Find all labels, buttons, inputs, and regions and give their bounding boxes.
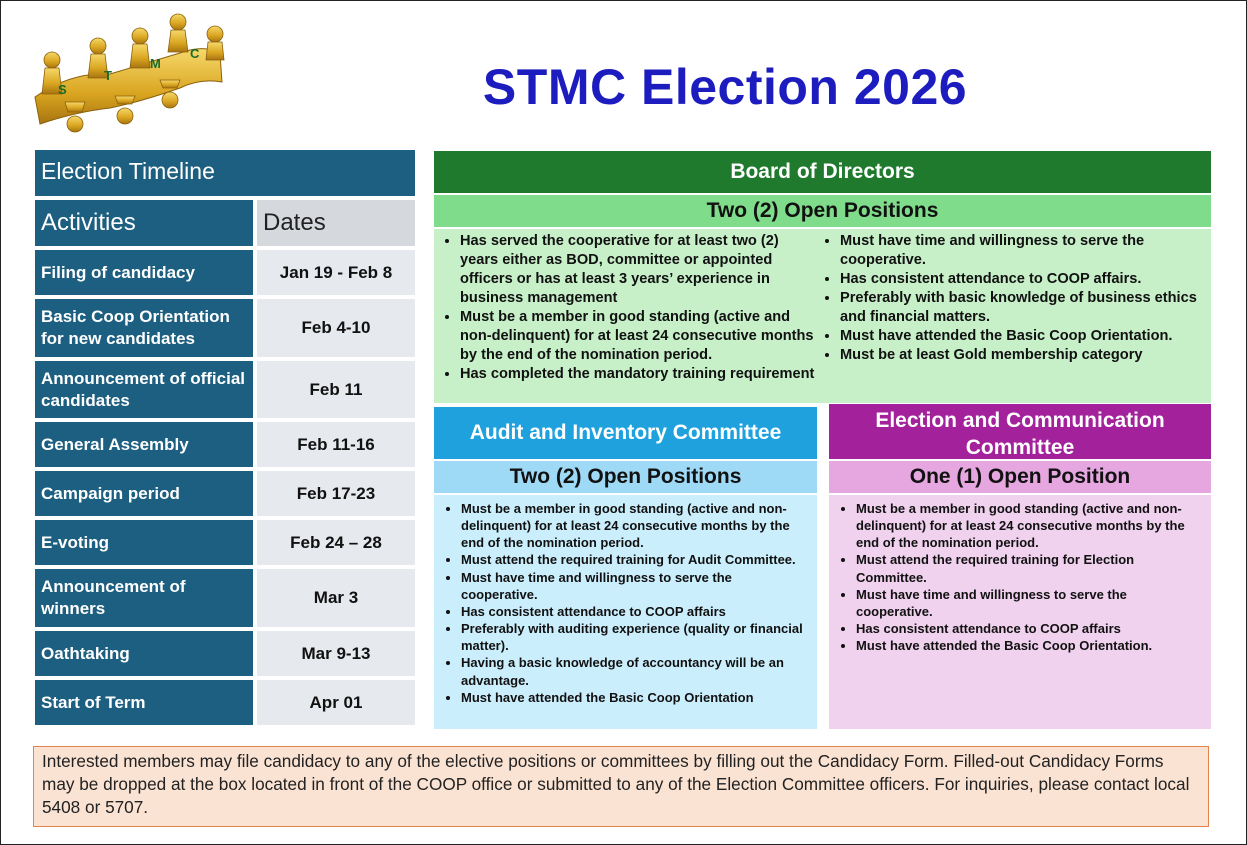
bod-requirements-left	[434, 232, 819, 403]
col-dates: Dates	[257, 200, 415, 246]
activity-cell: E-voting	[35, 520, 253, 565]
logo-letter-t: T	[104, 68, 112, 83]
date-cell: Feb 4-10	[257, 299, 415, 357]
activity-cell: Filing of candidacy	[35, 250, 253, 295]
date-cell: Jan 19 - Feb 8	[257, 250, 415, 295]
activity-cell: Oathtaking	[35, 631, 253, 676]
list-item: • Must be a member in good standing (active and non-delinquent) for at least 24 consecutive months by the end of the nomination period.	[461, 500, 817, 551]
timeline-title: Election Timeline	[35, 150, 415, 196]
list-item: • Has completed the mandatory training requirement	[460, 365, 819, 384]
activity-cell: General Assembly	[35, 422, 253, 467]
date-cell: Feb 24 – 28	[257, 520, 415, 565]
list-item: • Must have time and willingness to serve the cooperative.	[856, 586, 1211, 620]
logo-graphic	[30, 12, 230, 147]
ecc-title: Election and Communication Committee	[829, 404, 1211, 459]
list-item: • Must have time and willingness to serve the cooperative.	[461, 569, 817, 603]
timeline-header-row	[35, 200, 415, 246]
list-item: • Preferably with auditing experience (quality or financial matter).	[461, 620, 817, 654]
activity-cell: Start of Term	[35, 680, 253, 725]
list-item: • Must have attended the Basic Coop Orientation	[461, 689, 817, 706]
list-item: • Must attend the required training for Audit Committee.	[461, 551, 817, 568]
timeline-row	[35, 569, 415, 627]
activity-cell: Basic Coop Orientation for new candidates	[35, 299, 253, 357]
list-item: • Must be a member in good standing (active and non-delinquent) for at least 24 consecutive months by the end of the nomination period.	[460, 308, 819, 365]
list-item: • Having a basic knowledge of accountancy will be an advantage.	[461, 654, 817, 688]
list-item: • Must attend the required training for Election Committee.	[856, 551, 1211, 585]
audit-positions: Two (2) Open Positions	[434, 461, 817, 493]
bod-positions: Two (2) Open Positions	[434, 195, 1211, 227]
logo-letter-c: C	[190, 46, 200, 61]
list-item: • Has served the cooperative for at least two (2) years either as BOD, committee or appointed officers or has at least 3 years’ experience in business management	[460, 232, 819, 308]
list-item: • Has consistent attendance to COOP affairs	[461, 603, 817, 620]
timeline-row	[35, 299, 415, 357]
audit-title: Audit and Inventory Committee	[434, 407, 817, 459]
timeline-row	[35, 361, 415, 418]
timeline-row	[35, 422, 415, 467]
list-item: • Must have attended the Basic Coop Orientation.	[856, 637, 1211, 654]
activity-cell: Announcement of official candidates	[35, 361, 253, 418]
list-item: • Must have time and willingness to serve the cooperative.	[840, 232, 1209, 270]
list-item: • Has consistent attendance to COOP affairs	[856, 620, 1211, 637]
ecc-positions: One (1) Open Position	[829, 461, 1211, 493]
date-cell: Apr 01	[257, 680, 415, 725]
list-item: • Must have attended the Basic Coop Orientation.	[840, 327, 1209, 346]
page-title: STMC Election 2026	[482, 59, 968, 115]
timeline-row	[35, 680, 415, 725]
bod-title: Board of Directors	[434, 151, 1211, 193]
date-cell: Feb 17-23	[257, 471, 415, 516]
date-cell: Mar 3	[257, 569, 415, 627]
activity-cell: Announcement of winners	[35, 569, 253, 627]
date-cell: Mar 9-13	[257, 631, 415, 676]
list-item: • Must be a member in good standing (active and non-delinquent) for at least 24 consecutive months by the end of the nomination period.	[856, 500, 1211, 551]
timeline-row	[35, 250, 415, 295]
candidacy-note: Interested members may file candidacy to any of the elective positions or committees by filling out the Candidacy Form. Filled-out Candidacy Forms may be dropped at the box located in front of the COOP office or submitted to any of the Election Committee officers. For inquiries, please contact local 5408 or 5707.	[33, 746, 1209, 827]
activity-cell: Campaign period	[35, 471, 253, 516]
timeline-row	[35, 471, 415, 516]
list-item: • Has consistent attendance to COOP affairs.	[840, 270, 1209, 289]
audit-requirements	[434, 495, 817, 729]
stmc-logo	[30, 12, 230, 147]
logo-letter-m: M	[150, 56, 161, 71]
timeline-row	[35, 520, 415, 565]
date-cell: Feb 11-16	[257, 422, 415, 467]
timeline-row	[35, 631, 415, 676]
election-timeline	[35, 150, 415, 725]
logo-letter-s: S	[58, 82, 67, 97]
list-item: • Must be at least Gold membership category	[840, 346, 1209, 365]
col-activities: Activities	[35, 200, 253, 246]
bod-requirements	[434, 229, 1211, 403]
date-cell: Feb 11	[257, 361, 415, 418]
ecc-requirements	[829, 495, 1211, 729]
list-item: • Preferably with basic knowledge of business ethics and financial matters.	[840, 289, 1209, 327]
bod-requirements-right	[819, 232, 1209, 403]
